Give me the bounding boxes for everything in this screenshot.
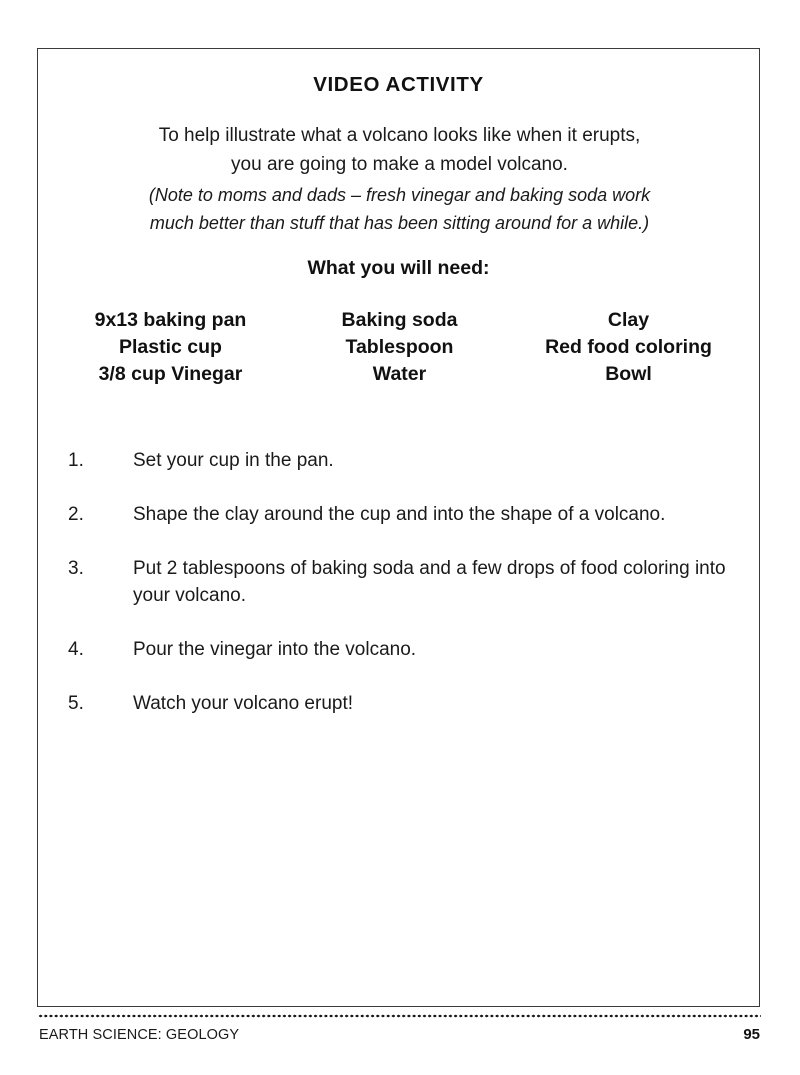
page-title: VIDEO ACTIVITY (313, 73, 484, 96)
materials-column-3 (514, 307, 743, 388)
step-text: Pour the vinegar into the volcano. (133, 639, 417, 660)
materials-column-2 (285, 307, 514, 388)
material-item: Baking soda (341, 309, 458, 331)
page-content (38, 49, 759, 1006)
parent-note (68, 181, 731, 237)
step-number: 2. (68, 504, 84, 525)
material-item: Clay (607, 309, 650, 331)
footer-page-number: 95 (743, 1026, 760, 1043)
footer-dotted-rule (38, 1014, 761, 1018)
step-item (68, 501, 728, 528)
step-number: 4. (68, 639, 84, 660)
materials-list (56, 307, 743, 388)
step-item (68, 447, 728, 474)
material-item: 3/8 cup Vinegar (98, 363, 243, 385)
note-line-1: (Note to moms and dads – fresh vinegar and baking soda work (148, 185, 651, 205)
intro-paragraph (78, 121, 721, 179)
materials-heading: What you will need: (307, 257, 490, 279)
page-border-frame (37, 48, 760, 1007)
material-item: Water (372, 363, 427, 385)
intro-line-2: you are going to make a model volcano. (231, 154, 568, 175)
material-item: Red food coloring (545, 336, 712, 358)
instruction-steps (68, 447, 728, 744)
step-number: 1. (68, 450, 84, 471)
step-item (68, 690, 728, 717)
step-text: Put 2 tablespoons of baking soda and a few drops of food coloring into your volcano. (133, 558, 726, 606)
material-item: Plastic cup (119, 336, 222, 358)
intro-line-1: To help illustrate what a volcano looks like when it erupts, (158, 125, 641, 146)
material-item: 9x13 baking pan (94, 309, 247, 331)
step-text: Shape the clay around the cup and into the shape of a volcano. (133, 504, 666, 525)
step-item (68, 555, 728, 609)
step-text: Set your cup in the pan. (133, 450, 334, 471)
page-footer (38, 1014, 761, 1059)
note-line-2: much better than stuff that has been sitting around for a while.) (149, 213, 650, 233)
material-item: Tablespoon (345, 336, 454, 358)
step-text: Watch your volcano erupt! (133, 693, 354, 714)
step-number: 3. (68, 558, 84, 579)
footer-section-label: EARTH SCIENCE: GEOLOGY (39, 1027, 240, 1043)
material-item: Bowl (605, 363, 652, 385)
materials-column-1 (56, 307, 285, 388)
step-item (68, 636, 728, 663)
step-number: 5. (68, 693, 84, 714)
